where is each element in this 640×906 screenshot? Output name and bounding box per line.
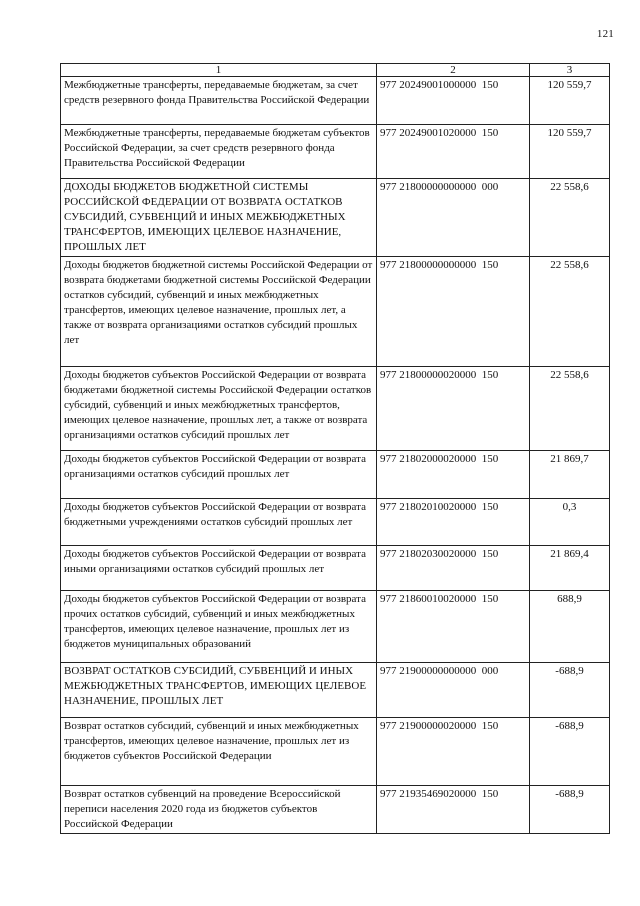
row-description: Доходы бюджетов субъектов Российской Федерации от возврата бюджетами бюджетной системы Российской Федерации остатков субсидий, субвенций и иных межбюджетных трансфертов, имеющих целевое назначение, прошлых лет, а также от возврата организациями остатков субсидий прошлых лет [61, 367, 377, 451]
row-code: 977 21800000000000 150 [377, 257, 530, 367]
row-amount: -688,9 [530, 663, 610, 718]
header-col-3: 3 [530, 64, 610, 77]
table-row [61, 546, 610, 591]
row-amount: 21 869,7 [530, 451, 610, 499]
table-row [61, 367, 610, 451]
row-amount: -688,9 [530, 718, 610, 786]
table-row [61, 451, 610, 499]
row-description: Доходы бюджетов субъектов Российской Федерации от возврата организациями остатков субсидий прошлых лет [61, 451, 377, 499]
row-code: 977 20249001020000 150 [377, 125, 530, 179]
row-code: 977 21802000020000 150 [377, 451, 530, 499]
row-description: Возврат остатков субвенций на проведение Всероссийской переписи населения 2020 года из бюджетов субъектов Российской Федерации [61, 786, 377, 834]
row-description: Межбюджетные трансферты, передаваемые бюджетам субъектов Российской Федерации, за счет средств резервного фонда Правительства Российской Федерации [61, 125, 377, 179]
table-row [61, 786, 610, 834]
row-description: Доходы бюджетов субъектов Российской Федерации от возврата прочих остатков субсидий, субвенций и иных межбюджетных трансфертов, имеющих целевое назначение, прошлых лет из бюджетов муниципальных образований [61, 591, 377, 663]
row-amount: -688,9 [530, 786, 610, 834]
row-amount: 22 558,6 [530, 257, 610, 367]
row-description: ДОХОДЫ БЮДЖЕТОВ БЮДЖЕТНОЙ СИСТЕМЫ РОССИЙСКОЙ ФЕДЕРАЦИИ ОТ ВОЗВРАТА ОСТАТКОВ СУБСИДИЙ, СУБВЕНЦИЙ И ИНЫХ МЕЖБЮДЖЕТНЫХ ТРАНСФЕРТОВ, ИМЕЮЩИХ ЦЕЛЕВОЕ НАЗНАЧЕНИЕ, ПРОШЛЫХ ЛЕТ [61, 179, 377, 257]
row-code: 977 20249001000000 150 [377, 77, 530, 125]
row-description: ВОЗВРАТ ОСТАТКОВ СУБСИДИЙ, СУБВЕНЦИЙ И ИНЫХ МЕЖБЮДЖЕТНЫХ ТРАНСФЕРТОВ, ИМЕЮЩИХ ЦЕЛЕВОЕ НАЗНАЧЕНИЕ, ПРОШЛЫХ ЛЕТ [61, 663, 377, 718]
row-description: Межбюджетные трансферты, передаваемые бюджетам, за счет средств резервного фонда Правительства Российской Федерации [61, 77, 377, 125]
header-col-1: 1 [61, 64, 377, 77]
row-code: 977 21802010020000 150 [377, 499, 530, 546]
row-amount: 22 558,6 [530, 179, 610, 257]
header-col-2: 2 [377, 64, 530, 77]
row-code: 977 21900000020000 150 [377, 718, 530, 786]
row-description: Возврат остатков субсидий, субвенций и иных межбюджетных трансфертов, имеющих целевое назначение, прошлых лет из бюджетов субъектов Российской Федерации [61, 718, 377, 786]
table-row [61, 718, 610, 786]
row-code: 977 21900000000000 000 [377, 663, 530, 718]
table-row [61, 499, 610, 546]
row-code: 977 21935469020000 150 [377, 786, 530, 834]
table-row [61, 591, 610, 663]
row-amount: 22 558,6 [530, 367, 610, 451]
page-number: 121 [596, 28, 614, 40]
row-code: 977 21860010020000 150 [377, 591, 530, 663]
table-row [61, 77, 610, 125]
budget-table [60, 63, 610, 834]
table-row [61, 257, 610, 367]
row-code: 977 21800000000000 000 [377, 179, 530, 257]
table-row [61, 663, 610, 718]
row-amount: 21 869,4 [530, 546, 610, 591]
row-code: 977 21802030020000 150 [377, 546, 530, 591]
row-description: Доходы бюджетов субъектов Российской Федерации от возврата иными организациями остатков субсидий прошлых лет [61, 546, 377, 591]
row-amount: 120 559,7 [530, 125, 610, 179]
row-description: Доходы бюджетов субъектов Российской Федерации от возврата бюджетными учреждениями остатков субсидий прошлых лет [61, 499, 377, 546]
table-row [61, 125, 610, 179]
table-row [61, 179, 610, 257]
row-code: 977 21800000020000 150 [377, 367, 530, 451]
row-amount: 688,9 [530, 591, 610, 663]
row-amount: 0,3 [530, 499, 610, 546]
header-row [61, 64, 610, 77]
row-amount: 120 559,7 [530, 77, 610, 125]
row-description: Доходы бюджетов бюджетной системы Российской Федерации от возврата бюджетами бюджетной системы Российской Федерации остатков субсидий, субвенций и иных межбюджетных трансфертов, имеющих целевое назначение, прошлых лет, а также от возврата организациями остатков субсидий прошлых лет [61, 257, 377, 367]
